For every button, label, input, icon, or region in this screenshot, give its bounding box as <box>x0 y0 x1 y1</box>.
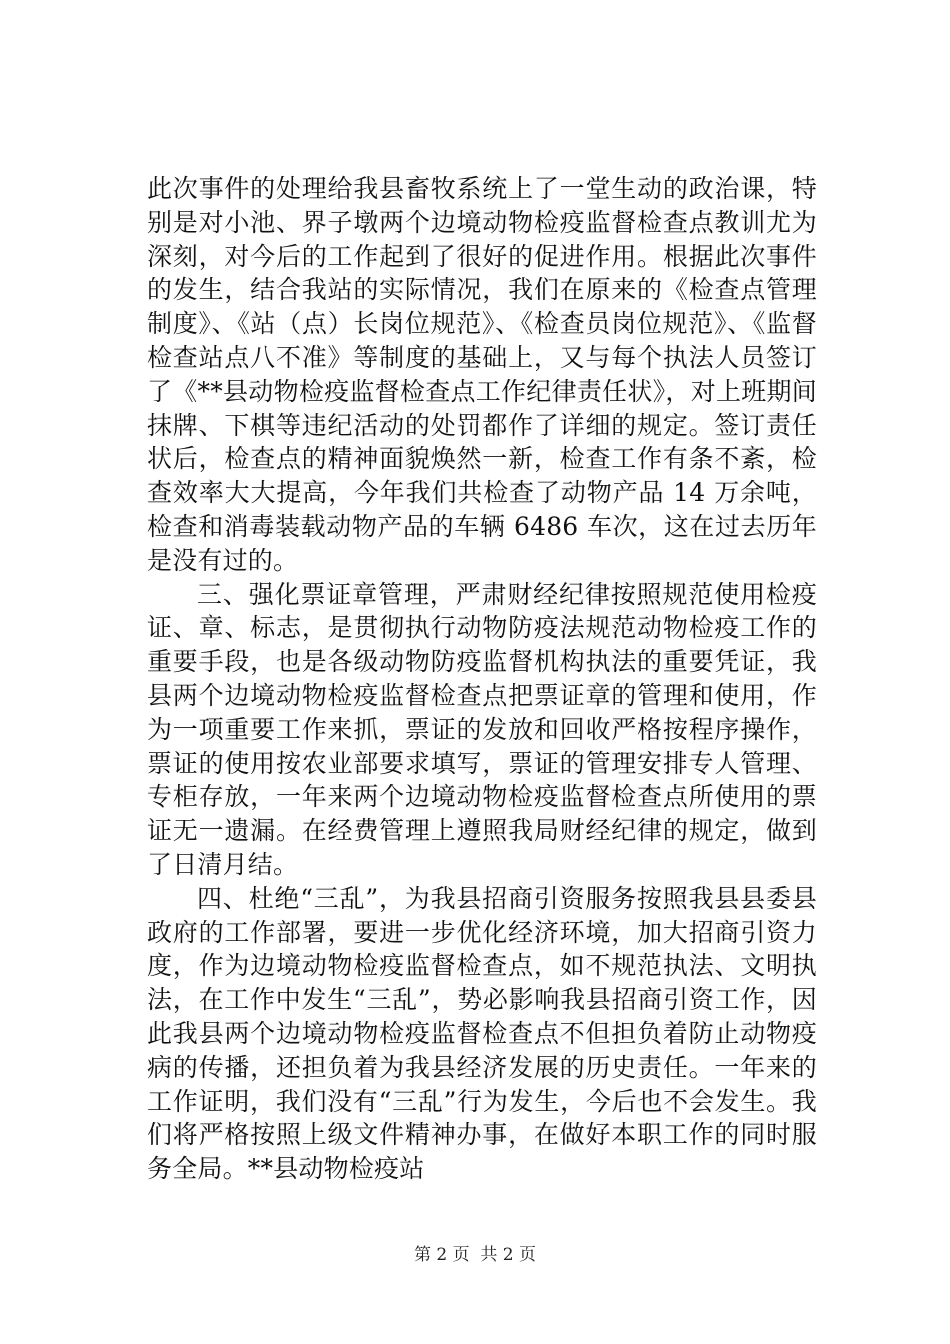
paragraph-continuation: 此次事件的处理给我县畜牧系统上了一堂生动的政治课，特别是对小池、界子墩两个边境动物检疫监督检查点教训尤为深刻，对今后的工作起到了很好的促进作用。根据此次事件的发生，结合我站的实际情况，我们在原来的《检查点管理制度》、《站（点）长岗位规范》、《检查员岗位规范》、《监督检查站点八不准》等制度的基础上，又与每个执法人员签订了《**县动物检疫监督检查点工作纪律责任状》，对上班期间抹牌、下棋等违纪活动的处罚都作了详细的规定。签订责任状后，检查点的精神面貌焕然一新，检查工作有条不紊，检查效率大大提高，今年我们共检查了动物产品 14 万余吨，检查和消毒装载动物产品的车辆 6486 车次，这在过去历年是没有过的。 <box>147 174 817 575</box>
paragraph-section-three: 三、强化票证章管理，严肃财经纪律按照规范使用检疫证、章、标志，是贯彻执行动物防疫法规范动物检疫工作的重要手段，也是各级动物防疫监督机构执法的重要凭证，我县两个边境动物检疫监督检查点把票证章的管理和使用，作为一项重要工作来抓，票证的发放和回收严格按程序操作，票证的使用按农业部要求填写，票证的管理安排专人管理、专柜存放，一年来两个边境动物检疫监督检查点所使用的票证无一遗漏。在经费管理上遵照我局财经纪律的规定，做到了日清月结。 <box>147 579 817 879</box>
page-number-footer: 第 2 页 共 2 页 <box>413 1245 537 1265</box>
document-body <box>147 172 817 1186</box>
paragraph-section-four: 四、杜绝“三乱”，为我县招商引资服务按照我县县委县政府的工作部署，要进一步优化经济环境，加大招商引资力度，作为边境动物检疫监督检查点，如不规范执法、文明执法，在工作中发生“三乱”，势必影响我县招商引资工作，因此我县两个边境动物检疫监督检查点不但担负着防止动物疫病的传播，还担负着为我县经济发展的历史责任。一年来的工作证明，我们没有“三乱”行为发生，今后也不会发生。我们将严格按照上级文件精神办事，在做好本职工作的同时服务全局。**县动物检疫站 <box>147 883 817 1184</box>
